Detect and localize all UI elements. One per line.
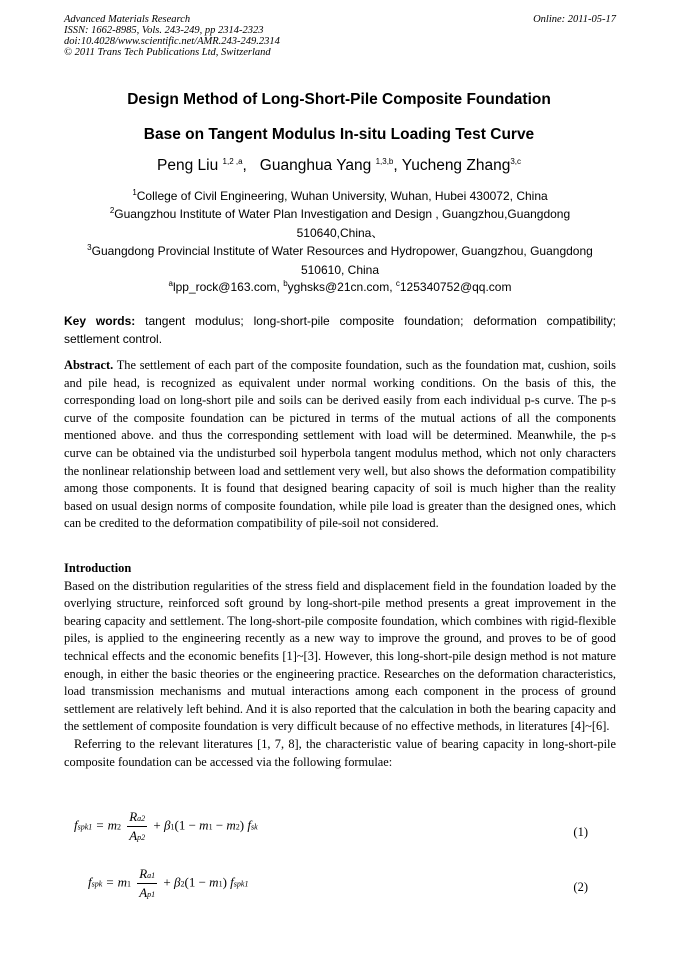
paper-title-line-1: Design Method of Long-Short-Pile Composite Foundation bbox=[127, 91, 551, 108]
affiliation bbox=[64, 205, 616, 242]
journal-name: Advanced Materials Research bbox=[64, 14, 191, 25]
keywords-text: tangent modulus; long-short-pile composite foundation; deformation compatibility; settlement control. bbox=[64, 314, 616, 346]
affiliation-text: 510640,China、 bbox=[296, 225, 384, 240]
author-affiliation-marker: 3,c bbox=[510, 156, 521, 166]
email-marker: a bbox=[168, 279, 173, 288]
affiliation-text: Guangdong Provincial Institute of Water Resources and Hydropower, Guangzhou, Guangdong bbox=[91, 244, 593, 258]
abstract-label: Abstract. bbox=[64, 358, 114, 372]
paragraph: Based on the distribution regularities of the stress field and displacement field in the foundation loaded by the overlying structure, reinforced soft ground by long-short-pile method presents a great improvement in the bearing capacity and settlement. The long-short-pile composite foundation, which combines with rigid-flexible piles, is applied to the engineering recently as a new way to improve the ground, and proves to be of good technical effects and the economic benefits [1]~[3]. However, this long-short-pile design method is not mature enough, in either the basic theories or the engineering practice. Researches on the deformation characteristics, load transmission mechanisms and mutual interactions among each component in the process of ground settlement are relatively left behind. And it is also reported that the calculation in both the bearing capacity and the settlement of composite foundation is very difficult because of no effective methods, in literatures [4]~[6]. bbox=[64, 578, 616, 734]
email-list bbox=[64, 278, 616, 297]
author-name: Yucheng Zhang bbox=[401, 157, 511, 174]
equation-1-formula: fspk1 = m2 $\frac{Ra2}{Ap2}$ + β1(1 − m1 − m2) fsk bbox=[74, 809, 258, 843]
equation-number: (1) bbox=[573, 825, 588, 839]
keywords-label: Key words: bbox=[64, 314, 136, 328]
introduction-section bbox=[64, 560, 616, 771]
email-marker: b bbox=[283, 279, 288, 288]
paragraph: Referring to the relevant literatures [1, 7, 8], the characteristic value of bearing capacity in long-short-pile composite foundation can be accessed via the following formulae: bbox=[64, 736, 616, 769]
issn: ISSN: 1662-8985, Vols. 243-249, pp 2314-2323 bbox=[64, 25, 264, 36]
paper-title-line-2: Base on Tangent Modulus In-situ Loading Test Curve bbox=[143, 126, 535, 143]
author-name: Guanghua Yang bbox=[259, 157, 372, 174]
affiliation-marker: 1 bbox=[132, 188, 137, 197]
abstract-text: The settlement of each part of the composite foundation, such as the foundation mat, cushion, soils and pile head, is recognized as equivalent under normal working conditions. On the basis of this, the corresponding load on long-short pile and soils can be derived easily from each individual p-s curve. The p-s curve of the composite foundation can be pictured in terms of the mutual actions of all the components mentioned above. and thus the corresponding settlement with load will be determined. Meanwhile, the p-s curve can be obtained via the undisturbed soil hyperbola tangent modulus method, which not only characters the nonlinear relationship between load and settlement very well, but also shows the deformation compatibility among those components. It is found that designed bearing capacity of soil is much higher than the reality based on usual design norms of composite foundation, while pile load is greater than the designed ones, which can be credited to the deformation compatibility of pile-soil not considered. bbox=[64, 358, 616, 531]
section-heading: Introduction bbox=[64, 561, 132, 575]
copyright: © 2011 Trans Tech Publications Ltd, Switzerland bbox=[64, 47, 271, 58]
doi: doi:10.4028/www.scientific.net/AMR.243-249.2314 bbox=[64, 36, 280, 47]
keywords bbox=[64, 312, 616, 348]
equation-2 bbox=[64, 866, 616, 916]
affiliation-text: College of Civil Engineering, Wuhan University, Wuhan, Hubei 430072, China bbox=[136, 189, 548, 203]
equation-2-formula: fspk = m1 $\frac{Ra1}{Ap1}$ + β2(1 − m1) fspk1 bbox=[88, 866, 249, 900]
email: lpp_rock@163.com, bbox=[172, 280, 284, 294]
author-affiliation-marker: 1,2 ,a bbox=[222, 156, 243, 166]
affiliation-text: 510610, China bbox=[300, 262, 380, 277]
author-list: Peng Liu $^{1,2 ,a}$, Guanghua Yang $^{1,3,b}$, Yucheng Zhang$^{3,c}$ bbox=[157, 156, 521, 174]
online-date: Online: 2011-05-17 bbox=[533, 14, 616, 25]
abstract bbox=[64, 357, 616, 533]
author-name: Peng Liu bbox=[157, 157, 219, 174]
affiliation-text: Guangzhou Institute of Water Plan Investigation and Design , Guangzhou,Guangdong bbox=[114, 207, 571, 221]
email: 125340752@qq.com bbox=[399, 280, 512, 294]
affiliation bbox=[64, 187, 616, 206]
email-marker: c bbox=[395, 279, 400, 288]
affiliation-marker: 2 bbox=[109, 206, 115, 215]
equation-1 bbox=[64, 809, 616, 859]
author-affiliation-marker: 1,3,b bbox=[375, 156, 394, 166]
affiliation-marker: 3 bbox=[87, 243, 92, 252]
affiliation bbox=[64, 242, 616, 279]
equation-number: (2) bbox=[573, 880, 588, 894]
email: yghsks@21cn.com, bbox=[287, 280, 396, 294]
